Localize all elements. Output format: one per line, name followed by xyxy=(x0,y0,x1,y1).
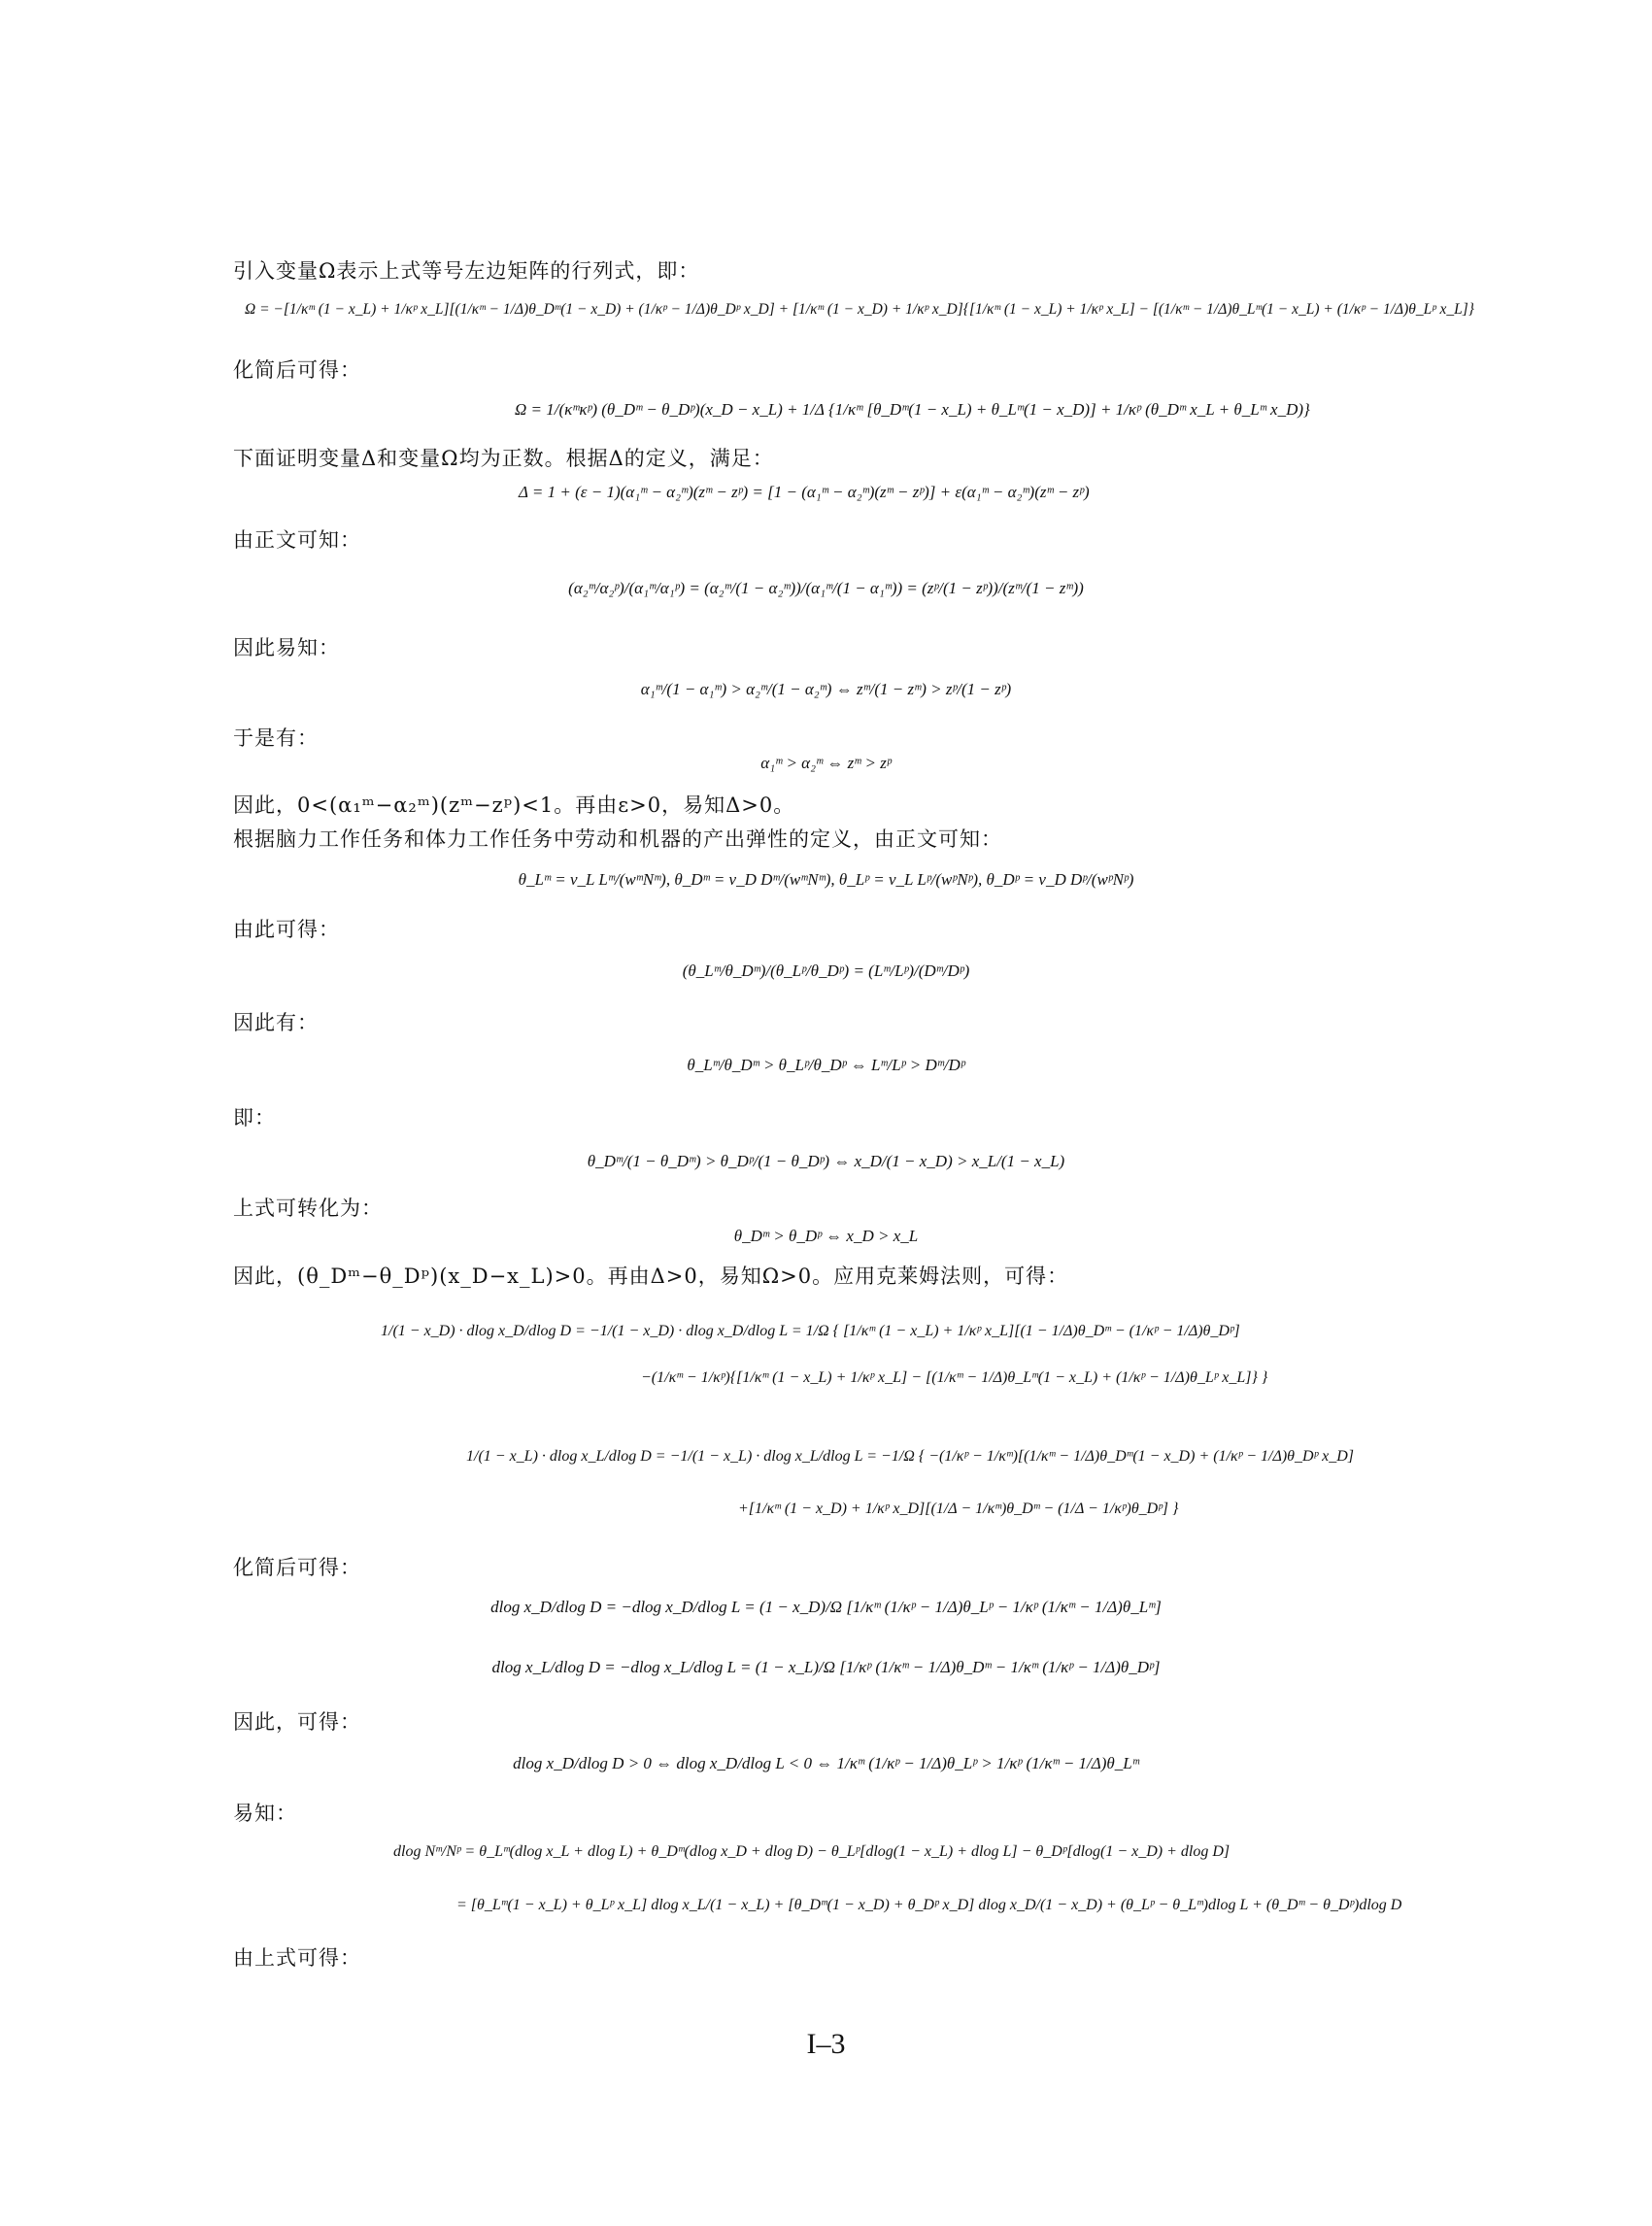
paragraph: 易知： xyxy=(233,1802,297,1825)
paragraph: 因此易知： xyxy=(233,636,340,659)
paragraph: 因此，(θ_Dᵐ−θ_Dᵖ)(x_D−x_L)>0。再由Δ>0，易知Ω>0。应用克莱姆法则，可得： xyxy=(233,1265,1069,1288)
paragraph: 引入变量Ω表示上式等号左边矩阵的行列式，即： xyxy=(233,259,700,283)
equation: 1/(1 − x_D) · dlog x_D/dlog D = −1/(1 − x_D) · dlog x_D/dlog L = 1/Ω { [1/κᵐ (1 − x_L) + 1/κᵖ x_L][(1 − 1/Δ)θ_Dᵐ − (1/κᵖ − 1/Δ)θ_Dᵖ] xyxy=(381,1323,1240,1339)
equation: dlog x_D/dlog D = −dlog x_D/dlog L = (1 − x_D)/Ω [1/κᵐ (1/κᵖ − 1/Δ)θ_Lᵖ − 1/κᵖ (1/κᵐ − 1/Δ)θ_Lᵐ] xyxy=(490,1598,1162,1616)
paragraph: 由此可得： xyxy=(233,918,340,941)
paragraph: 因此，可得： xyxy=(233,1710,361,1734)
equation: α₁ᵐ/(1 − α₁ᵐ) > α₂ᵐ/(1 − α₂ᵐ) ⇔ zᵐ/(1 − zᵐ) > zᵖ/(1 − zᵖ) xyxy=(640,680,1012,698)
equation: Ω = 1/(κᵐκᵖ) (θ_Dᵐ − θ_Dᵖ)(x_D − x_L) + 1/Δ {1/κᵐ [θ_Dᵐ(1 − x_L) + θ_Lᵐ(1 − x_D)] + 1/κᵖ (θ_Dᵐ x_L + θ_Lᵐ x_D)} xyxy=(515,400,1310,419)
equation: dlog x_L/dlog D = −dlog x_L/dlog L = (1 − x_L)/Ω [1/κᵖ (1/κᵐ − 1/Δ)θ_Dᵐ − 1/κᵐ (1/κᵖ − 1/Δ)θ_Dᵖ] xyxy=(491,1658,1161,1676)
paragraph: 上式可转化为： xyxy=(233,1197,383,1220)
paragraph: 因此，0<(α₁ᵐ−α₂ᵐ)(zᵐ−zᵖ)<1。再由ε>0，易知Δ>0。 xyxy=(233,793,795,817)
equation: dlog Nᵐ/Nᵖ = θ_Lᵐ(dlog x_L + dlog L) + θ_Dᵐ(dlog x_D + dlog D) − θ_Lᵖ[dlog(1 − x_L) + dlog L] − θ_Dᵖ[dlog(1 − x_D) + dlog D] xyxy=(393,1843,1231,1860)
equation: +[1/κᵐ (1 − x_D) + 1/κᵖ x_D][(1/Δ − 1/κᵐ)θ_Dᵐ − (1/Δ − 1/κᵖ)θ_Dᵖ] } xyxy=(738,1501,1179,1517)
equation: 1/(1 − x_L) · dlog x_L/dlog D = −1/(1 − x_L) · dlog x_L/dlog L = −1/Ω { −(1/κᵖ − 1/κᵐ)[(1/κᵐ − 1/Δ)θ_Dᵐ(1 − x_D) + (1/κᵖ − 1/Δ)θ_Dᵖ x_D] xyxy=(466,1448,1354,1465)
equation: α₁ᵐ > α₂ᵐ ⇔ zᵐ > zᵖ xyxy=(760,754,892,772)
page-number: I–3 xyxy=(806,2028,846,2060)
equation: Δ = 1 + (ε − 1)(α₁ᵐ − α₂ᵐ)(zᵐ − zᵖ) = [1 − (α₁ᵐ − α₂ᵐ)(zᵐ − zᵖ)] + ε(α₁ᵐ − α₂ᵐ)(zᵐ − zᵖ) xyxy=(519,483,1090,501)
equation: θ_Dᵐ/(1 − θ_Dᵐ) > θ_Dᵖ/(1 − θ_Dᵖ) ⇔ x_D/(1 − x_D) > x_L/(1 − x_L) xyxy=(587,1152,1065,1170)
equation: (α₂ᵐ/α₂ᵖ)/(α₁ᵐ/α₁ᵖ) = (α₂ᵐ/(1 − α₂ᵐ))/(α₁ᵐ/(1 − α₁ᵐ)) = (zᵖ/(1 − zᵖ))/(zᵐ/(1 − zᵐ)) xyxy=(568,579,1084,597)
equation: (θ_Lᵐ/θ_Dᵐ)/(θ_Lᵖ/θ_Dᵖ) = (Lᵐ/Lᵖ)/(Dᵐ/Dᵖ) xyxy=(682,961,970,980)
paragraph: 化简后可得： xyxy=(233,358,361,382)
equation: Ω = −[1/κᵐ (1 − x_L) + 1/κᵖ x_L][(1/κᵐ − 1/Δ)θ_Dᵐ(1 − x_D) + (1/κᵖ − 1/Δ)θ_Dᵖ x_D] + [1/κᵐ (1 − x_D) + 1/κᵖ x_D]{[1/κᵐ (1 − x_L) + 1/κᵖ x_L] − [(1/κᵐ − 1/Δ)θ_Lᵐ(1 − x_L) + (1/κᵖ − 1/Δ)θ_Lᵖ x_L]} xyxy=(245,301,1474,318)
paragraph: 化简后可得： xyxy=(233,1556,361,1579)
equation: θ_Lᵐ = v_L Lᵐ/(wᵐNᵐ), θ_Dᵐ = v_D Dᵐ/(wᵐNᵐ), θ_Lᵖ = v_L Lᵖ/(wᵖNᵖ), θ_Dᵖ = v_D Dᵖ/(wᵖNᵖ) xyxy=(518,870,1134,889)
paragraph: 于是有： xyxy=(233,726,319,750)
equation: θ_Lᵐ/θ_Dᵐ > θ_Lᵖ/θ_Dᵖ ⇔ Lᵐ/Lᵖ > Dᵐ/Dᵖ xyxy=(687,1056,965,1074)
paragraph: 由正文可知： xyxy=(233,528,361,552)
equation: = [θ_Lᵐ(1 − x_L) + θ_Lᵖ x_L] dlog x_L/(1 − x_L) + [θ_Dᵐ(1 − x_D) + θ_Dᵖ x_D] dlog x_D/(1 − x_D) + (θ_Lᵖ − θ_Lᵐ)dlog L + (θ_Dᵐ − θ_Dᵖ)dlog D xyxy=(456,1897,1402,1913)
equation: θ_Dᵐ > θ_Dᵖ ⇔ x_D > x_L xyxy=(733,1227,919,1245)
paragraph: 由上式可得： xyxy=(233,1946,361,1970)
paragraph: 因此有： xyxy=(233,1011,319,1034)
paragraph: 即： xyxy=(233,1106,276,1130)
equation: dlog x_D/dlog D > 0 ⇔ dlog x_D/dlog L < 0 ⇔ 1/κᵐ (1/κᵖ − 1/Δ)θ_Lᵖ > 1/κᵖ (1/κᵐ − 1/Δ)θ_Lᵐ xyxy=(513,1754,1139,1772)
equation: −(1/κᵐ − 1/κᵖ){[1/κᵐ (1 − x_L) + 1/κᵖ x_L] − [(1/κᵐ − 1/Δ)θ_Lᵐ(1 − x_L) + (1/κᵖ − 1/Δ)θ_Lᵖ x_L]} } xyxy=(641,1369,1268,1386)
paragraph: 下面证明变量Δ和变量Ω均为正数。根据Δ的定义，满足： xyxy=(233,447,774,470)
paragraph: 根据脑力工作任务和体力工作任务中劳动和机器的产出弹性的定义，由正文可知： xyxy=(233,827,1002,851)
